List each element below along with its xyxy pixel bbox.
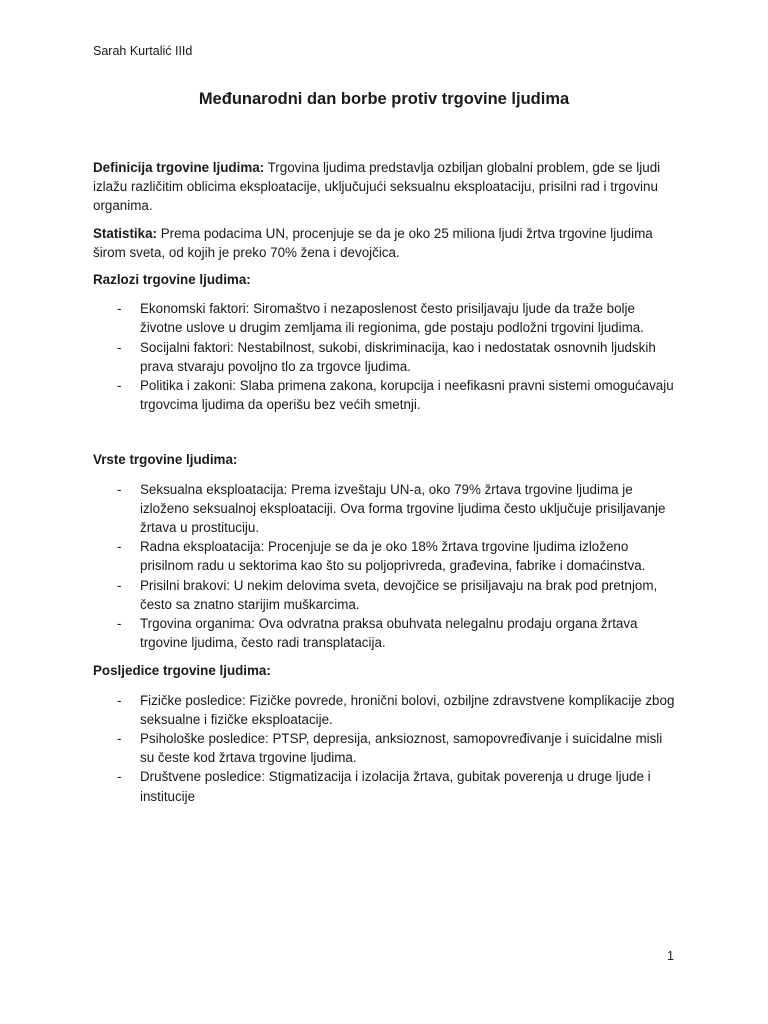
document-body (93, 158, 678, 806)
list-item: - Fizičke posledice: Fizičke povrede, hronični bolovi, ozbiljne zdravstvene komplikacije zbog seksualne i fizičke eksploatacije. (93, 691, 678, 729)
reasons-list (93, 299, 678, 414)
list-item: - Prisilni brakovi: U nekim delovima sveta, devojčice se prisiljavaju na brak pod pretnjom, često sa znatno starijim muškarcima. (93, 576, 678, 614)
list-item: - Psihološke posledice: PTSP, depresija, anksioznost, samopovređivanje i suicidalne misli su česte kod žrtava trgovine ljudima. (93, 729, 678, 767)
section-heading-reasons: Razlozi trgovine ljudima: (93, 272, 251, 288)
list-item: - Trgovina organima: Ova odvratna praksa obuhvata nelegalnu prodaju organa žrtava trgovine ljudima, često radi transplatacija. (93, 614, 678, 652)
definition-text: Trgovina ljudima predstavlja ozbiljan globalni problem, gde se ljudi izlažu različitim oblicima eksploatacije, uključujući seksualnu eksploataciju, prisilni rad i trgovinu organima. (93, 160, 661, 214)
list-item: - Socijalni faktori: Nestabilnost, sukobi, diskriminacija, kao i nedostatak osnovnih ljudskih prava stvaraju povoljno tlo za trgovce ljudima. (93, 338, 678, 376)
document-title: Međunarodni dan borbe protiv trgovine ljudima (198, 90, 570, 108)
consequences-list (93, 691, 678, 806)
statistics-text: Prema podacima UN, procenjuje se da je oko 25 miliona ljudi žrtva trgovine ljudima širom sveta, od kojih je preko 70% žena i devojčica. (93, 225, 653, 260)
section-heading-types: Vrste trgovine ljudima: (93, 452, 238, 468)
author-header: Sarah Kurtalić IIId (93, 44, 193, 58)
statistics-paragraph (93, 224, 678, 262)
list-item: - Društvene posledice: Stigmatizacija i izolacija žrtava, gubitak poverenja u druge ljude i institucije (93, 767, 678, 805)
statistics-label: Statistika: (93, 225, 157, 241)
section-heading-consequences: Posljedice trgovine ljudima: (93, 663, 271, 679)
list-item: - Politika i zakoni: Slaba primena zakona, korupcija i neefikasni pravni sistemi omogućavaju trgovcima ljudima da operišu bez većih smetnji. (93, 376, 678, 414)
list-item: - Seksualna eksploatacija: Prema izveštaju UN-a, oko 79% žrtava trgovine ljudima je izloženo seksualnoj eksploataciji. Ova forma trgovine ljudima često uključuje prisiljavanje žrtava u prostituciju. (93, 480, 678, 538)
list-item: - Radna eksploatacija: Procenjuje se da je oko 18% žrtava trgovine ljudima izloženo prisilnom radu u sektorima kao što su poljoprivreda, građevina, fabrike i domaćinstva. (93, 537, 678, 575)
definition-paragraph (93, 158, 678, 216)
types-list (93, 480, 678, 653)
list-item: - Ekonomski faktori: Siromaštvo i nezaposlenost često prisiljavaju ljude da traže bolje životne uslove u drugim zemljama ili regionima, gde postaju podložni trgovini ljudima. (93, 299, 678, 337)
page-number: 1 (667, 949, 674, 963)
definition-label: Definicija trgovine ljudima: (93, 160, 265, 175)
